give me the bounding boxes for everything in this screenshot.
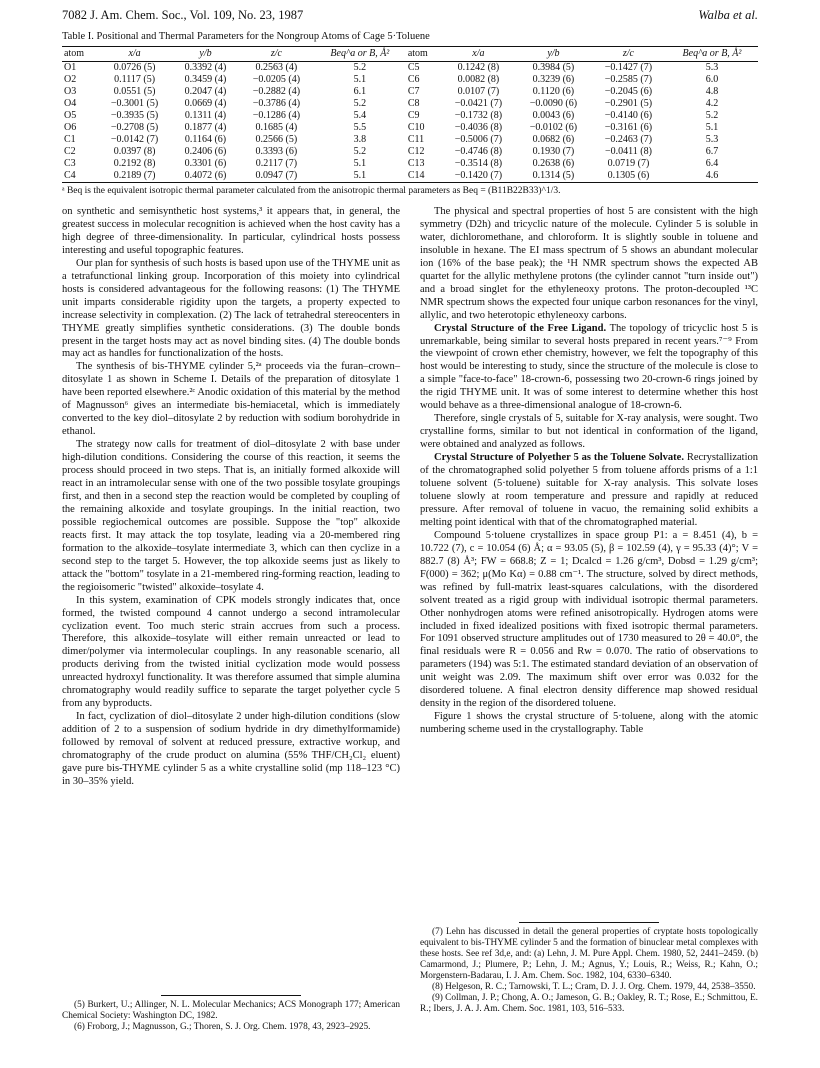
table-cell: 0.3301 (6): [184, 158, 227, 169]
table-cell: O6: [64, 122, 77, 133]
table-cell: 0.0107 (7): [457, 86, 500, 97]
table-cell: C4: [62, 170, 97, 183]
table-cell: 4.6: [666, 170, 758, 183]
table-cell: 3.8: [353, 134, 367, 145]
table-cell: 0.3393 (6): [255, 146, 298, 157]
table-cell: 5.3: [705, 62, 719, 73]
table-row: [62, 134, 758, 146]
table-cell: −0.2585 (7): [604, 74, 653, 85]
footnote-rule: [519, 922, 659, 923]
table-cell: C7: [407, 86, 420, 97]
table-cell: −0.2045 (6): [604, 86, 653, 97]
running-header: [62, 8, 758, 26]
table-caption: Table I. Positional and Thermal Parameters for the Nongroup Atoms of Cage 5·Toluene: [62, 31, 430, 42]
col-header: atom: [62, 47, 97, 62]
table-row: [62, 62, 758, 75]
table-row: [62, 158, 758, 170]
col-header: Beq^a or B, Å²: [314, 47, 406, 62]
table-cell: 0.0551 (5): [113, 86, 156, 97]
table-cell: 0.0947 (7): [239, 170, 314, 183]
table-cell: −0.2708 (5): [110, 122, 159, 133]
table-cell: C2: [64, 146, 76, 157]
table-cell: 0.3459 (4): [184, 74, 227, 85]
section-heading: Crystal Structure of the Free Ligand.: [434, 322, 607, 334]
table-cell: 0.1120 (6): [532, 86, 575, 97]
table-cell: −0.5006 (7): [454, 134, 503, 145]
table-cell: 0.1242 (8): [457, 62, 500, 73]
footnotes-right: [420, 922, 758, 1015]
table-cell: 6.7: [705, 146, 719, 157]
paragraph: on synthetic and semisynthetic host systems,³ it appears that, in general, the greatest success in molecular recognition is achieved when the host cavity has a high degree of three-dimensionality. In particular, cylindrical hosts possess interesting and useful topographic features.: [62, 206, 400, 256]
reference: (5) Burkert, U.; Allinger, N. L. Molecular Mechanics; ACS Monograph 177; American Chemical Society: Washington DC, 1982.: [62, 1000, 400, 1021]
table-cell: 0.1685 (4): [255, 122, 298, 133]
left-column: [62, 206, 400, 789]
table-cell: 0.2047 (4): [184, 86, 227, 97]
footnotes-left: [62, 995, 400, 1033]
table-cell: 5.5: [353, 122, 367, 133]
table-cell: C6: [407, 74, 420, 85]
col-header: Beq^a or B, Å²: [666, 47, 758, 62]
table-cell: 0.1117 (5): [114, 74, 156, 85]
table-cell: 5.1: [353, 74, 367, 85]
table-row: [62, 86, 758, 98]
table-cell: 5.1: [353, 158, 367, 169]
table-cell: C10: [407, 122, 425, 133]
table-cell: O4: [64, 98, 77, 109]
right-column: [420, 206, 758, 737]
section-text: The topology of tricyclic host 5 is unremarkable, being similar to several hosts prepared in recent years.⁷⁻⁹ From the viewpoint of crown ether chemistry, however, we felt the topography of this host would be interesting to study, since the structure of the molecule is close to a simple "face-to-face" 18-crown-6, possessing two 20-crown-6 rings joined by the rigid THYME unit. It was of some interest to determine whether this host would behave as a three-dimensional analogue of 18-crown-6.: [420, 322, 759, 412]
table-cell: −0.1732 (8): [454, 110, 503, 121]
table-cell: 0.2189 (7): [97, 170, 172, 183]
table-cell: −0.0090 (6): [529, 98, 578, 109]
table-cell: −0.3786 (4): [252, 98, 301, 109]
table-cell: C11: [407, 134, 425, 145]
table-cell: −0.3161 (6): [604, 122, 653, 133]
header-citation: 7082 J. Am. Chem. Soc., Vol. 109, No. 23, 1987: [62, 8, 304, 22]
table-cell: 0.0669 (4): [184, 98, 227, 109]
table-cell: 0.3392 (4): [184, 62, 227, 73]
reference: (8) Helgeson, R. C.; Tarnowski, T. L.; Cram, D. J. J. Org. Chem. 1979, 44, 2538–3550.: [432, 982, 756, 992]
col-header: y/b: [172, 47, 239, 62]
table-cell: −0.4036 (8): [454, 122, 503, 133]
table-cell: 0.0682 (6): [532, 134, 575, 145]
table-cell: 0.1305 (6): [591, 170, 666, 183]
table-cell: C5: [407, 62, 420, 73]
table-cell: −0.3514 (8): [454, 158, 503, 169]
table-cell: −0.4746 (8): [454, 146, 503, 157]
header-authors: Walba et al.: [698, 8, 758, 22]
table-cell: O3: [64, 86, 77, 97]
table-cell: −0.2463 (7): [604, 134, 653, 145]
table-cell: 0.4072 (6): [172, 170, 239, 183]
paragraph: The physical and spectral properties of host 5 are consistent with the high symmetry (D2h) and tricyclic nature of the molecule. Cylinder 5 is soluble in water, dichloromethane, and chloroform. It is slightly souble in toluene and insoluble in hexane. The EI mass spectrum of 5 shows an abundant molecular ion (16% of the base peak); the ¹H NMR spectrum shows the expected AB quartet for the allylic methylene protons (the cylinder cannot "turn inside out") and a broad singlet for the ethyleneoxy protons. The proton-decoupled ¹³C NMR spectrum shows the expected four unique carbon resonances for the vinyl, allylic, and two heterotopic ethyleneoxy carbons.: [420, 206, 758, 321]
table-cell: −0.4140 (6): [604, 110, 653, 121]
reference: (6) Froborg, J.; Magnusson, G.; Thoren, S. J. Org. Chem. 1978, 43, 2923–2925.: [74, 1022, 371, 1032]
col-header: z/c: [591, 47, 666, 62]
table-cell: C1: [64, 134, 76, 145]
reference: (7) Lehn has discussed in detail the general properties of cryptate hosts topologically equivalent to bis-THYME cylinder 5 and the formation of binuclear metal complexes with these hosts. See ref 3d,e, and: (a) Lehn, J. M. Pure Appl. Chem. 1980, 52, 2441–2459. (b) Camarmond, J.; Plumere, P.; Lehn, J. M.; Agnus, Y.; Louis, R.; Weiss, R.; Kahn, O.; Morgenstern-Badarau, I. J. Am. Chem. Soc. 1982, 104, 6330–6340.: [420, 927, 758, 981]
footnote-rule: [161, 995, 301, 996]
table-cell: 5.3: [705, 134, 719, 145]
section-heading: Crystal Structure of Polyether 5 as the Toluene Solvate.: [434, 452, 684, 464]
paragraph: Our plan for synthesis of such hosts is based upon use of the THYME unit as a tetrafunctional linking group. Incorporation of this moiety into cylindrical hosts is considered advantageous for the following reasons: (1) The THYME unit imparts considerable rigidity upon the targets, a property expected to increase selectivity in complexation. (2) The lack of tetrahedral stereocenters in THYME greatly simplifies synthetic considerations. (3) The double bonds present in the target hosts may act as novel binding sites. (4) The double bonds may act as handles for functionalization of the hosts.: [62, 257, 400, 360]
paragraph: [420, 452, 758, 530]
table-row: [62, 98, 758, 110]
table-cell: C3: [64, 158, 76, 169]
paragraph: Compound 5·toluene crystallizes in space group P1: a = 8.451 (4), b = 10.722 (7), c = 10.054 (6) Å; α = 93.05 (5), β = 102.59 (4), γ = 95.33 (4)°; V = 882.7 (8) Å³; FW = 668.8; Z = 1; Dcalcd = 1.26 g/cm³, Dobsd = 1.29 g/cm³; F(000) = 362; μ(Mo Kα) = 0.88 cm⁻¹. The structure, solved by direct methods, was refined by full-matrix least-squares calculations, with the disordered solvent treated as a rigid group with individual isotropic thermal parameters. Other nonhydrogen atoms were refined anisotropically. Hydrogen atoms were included in fixed idealized positions with fixed isotropic thermal parameters. For 1091 observed structure amplitudes out of 1730 measured to 2θ = 40.0°, the final residuals were R = 0.056 and Rw = 0.070. The ratio of observations to parameters (194) was 5:1. The estimated standard deviation of an observation of unit weight was 2.09. The maximum shift over error was 0.032 for the disordered toluene. A final electron density difference map showed residual density in the region of the disordered toluene.: [420, 529, 758, 710]
table-cell: 0.0726 (5): [113, 62, 156, 73]
col-header: z/c: [239, 47, 314, 62]
table-row: [62, 146, 758, 158]
table-cell: −0.3935 (5): [110, 110, 159, 121]
table-cell: 4.8: [705, 86, 719, 97]
table-header-row: [62, 47, 758, 62]
table-cell: 0.1311 (4): [184, 110, 227, 121]
table-cell: 0.1314 (5): [516, 170, 591, 183]
table-cell: 5.2: [353, 98, 367, 109]
paragraph: The strategy now calls for treatment of diol–ditosylate 2 with base under high-dilution conditions. Considering the course of this reaction, it seems the process should proceed in two steps. That is, an initially formed alkoxide will react in an intramolecular sense with one of the two possible tosylate groupings first, and then in a second step the reaction would be completed by coupling of the remaining alkoxide and tosylate groupings. In the initial reaction, two possible regiochemical outcomes are possible. Suppose the "top" alkoxide reacts first. It may attack the top tosylate, leading via a 20-membered ring formation to the alkoxide–tosylate intermediate 3, which can then cyclize in a second step to the target 5. However, the top alkoxide seems just as likely to attack the "bottom" tosylate in a 21-membered ring-forming reaction, leading to the regioisomeric "twisted" alkoxide–tosylate 4.: [62, 439, 400, 593]
table-cell: O2: [64, 74, 77, 85]
paragraph: In this system, examination of CPK models strongly indicates that, once formed, the twisted compound 4 cannot undergo a second intramolecular cyclization event. Too much steric strain accrues from such a process. Therefore, this alkoxide–tosylate will either remain unreacted or lead to dimer/polymer via intermolecular couplings. In any reasonable scenario, all products deriving from the twisted initial cyclization mode would possess unreacted hydroxyl functionality. It was therefore assumed that simple alumina chromatography would readily suffice to separate the target polyether cycle 5 from any byproducts.: [62, 594, 400, 710]
table-cell: 5.4: [353, 110, 367, 121]
table-cell: 0.0397 (8): [113, 146, 156, 157]
table-cell: 5.2: [353, 62, 367, 73]
reference: (9) Collman, J. P.; Chong, A. O.; Jameson, G. B.; Oakley, R. T.; Rose, E.; Schmittou, E. R.; Ibers, J. A. J. Am. Chem. Soc. 1981, 103, 516–533.: [420, 993, 758, 1014]
paragraph: Therefore, single crystals of 5, suitable for X-ray analysis, were sought. Two crystalline forms, similar to but not identical in conformation of the ligand, were obtained and analyzed as follows.: [420, 413, 758, 451]
table-cell: 0.2563 (4): [255, 62, 298, 73]
table-cell: C9: [407, 110, 420, 121]
table-cell: −0.0411 (8): [604, 146, 652, 157]
table-cell: 6.0: [705, 74, 719, 85]
table-footnote: ᵃ Beq is the equivalent isotropic thermal parameter calculated from the anisotropic thermal parameters as Beq = (B11B22B33)^1/3.: [62, 186, 561, 196]
table-cell: 5.2: [705, 110, 719, 121]
table-cell: 0.0719 (7): [607, 158, 650, 169]
table-cell: 0.2192 (8): [113, 158, 156, 169]
table-cell: 0.3984 (5): [532, 62, 575, 73]
section-text: Recrystallization of the chromatographed solid polyether 5 from toluene affords prisms of a 1:1 toluene solvent (5·toluene) suitable for X-ray analysis. This solvate loses toluene slowly at room temperature and pressure and rapidly at reduced pressure. After removal of toluene in vacuo, the remaining solid exhibits a melting point identical with that of the chromatographed material.: [420, 452, 759, 528]
paragraph: In fact, cyclization of diol–ditosylate 2 under high-dilution conditions (slow addition of 2 to a suspension of sodium hydride in dry dimethylformamide) followed by removal of solvent at reduced pressure, extractive workup, and chromatography of the crude product on alumina (55% THF/CH₂Cl₂ eluent) gave pure bis-THYME cylinder 5 as a white crystalline solid (mp 118–123 °C) in 30–35% yield.: [62, 711, 400, 787]
table-cell: 6.4: [705, 158, 719, 169]
col-header: atom: [406, 47, 441, 62]
table-cell: 0.3239 (6): [532, 74, 575, 85]
table-cell: −0.0205 (4): [252, 74, 301, 85]
parameters-table: [62, 46, 758, 183]
table-cell: −0.1420 (7): [441, 170, 516, 183]
table-cell: 5.1: [705, 122, 719, 133]
table-cell: 0.1930 (7): [532, 146, 575, 157]
table-cell: 4.2: [705, 98, 719, 109]
table-cell: −0.2882 (4): [252, 86, 301, 97]
table-cell: −0.1427 (7): [604, 62, 653, 73]
col-header: x/a: [97, 47, 172, 62]
table-cell: −0.1286 (4): [252, 110, 301, 121]
table-cell: C12: [407, 146, 425, 157]
table-cell: 6.1: [353, 86, 367, 97]
table-cell: 0.0043 (6): [532, 110, 575, 121]
table-row: [62, 110, 758, 122]
table-cell: O5: [64, 110, 77, 121]
table-cell: −0.0142 (7): [110, 134, 159, 145]
table-cell: O1: [64, 62, 77, 73]
table-cell: 0.2117 (7): [255, 158, 298, 169]
col-header: x/a: [441, 47, 516, 62]
paragraph: [420, 323, 758, 414]
table-cell: −0.2901 (5): [604, 98, 653, 109]
table-row: [62, 74, 758, 86]
table-cell: 0.2566 (5): [255, 134, 298, 145]
table-cell: −0.3001 (5): [110, 98, 159, 109]
table-row: [62, 122, 758, 134]
table-cell: 0.2638 (6): [532, 158, 575, 169]
table-cell: 0.1877 (4): [184, 122, 227, 133]
table-cell: −0.0421 (7): [454, 98, 503, 109]
table-row: [62, 170, 758, 183]
table-cell: 0.1164 (6): [184, 134, 227, 145]
paragraph: The synthesis of bis-THYME cylinder 5,²ᵃ proceeds via the furan–crown–ditosylate 1 as shown in Scheme I. Details of the preparation of ditosylate 1 have been reported elsewhere.²ᶜ Anodic oxidation of this material by the method of Magnusson⁶ gives an intermediate bis-hemiacetal, which is immediately converted to the key diol–ditosylate 2 by reduction with sodium borohydride in ethanol.: [62, 361, 400, 438]
table-cell: −0.0102 (6): [529, 122, 578, 133]
table-cell: 5.2: [353, 146, 367, 157]
table-cell: C8: [407, 98, 420, 109]
table-cell: C13: [407, 158, 425, 169]
col-header: y/b: [516, 47, 591, 62]
table-cell: 0.2406 (6): [184, 146, 227, 157]
table-cell: 5.1: [314, 170, 406, 183]
table-cell: C14: [406, 170, 441, 183]
paragraph: Figure 1 shows the crystal structure of 5·toluene, along with the atomic numbering scheme used in the crystallography. Table: [420, 711, 758, 736]
table-cell: 0.0082 (8): [457, 74, 500, 85]
